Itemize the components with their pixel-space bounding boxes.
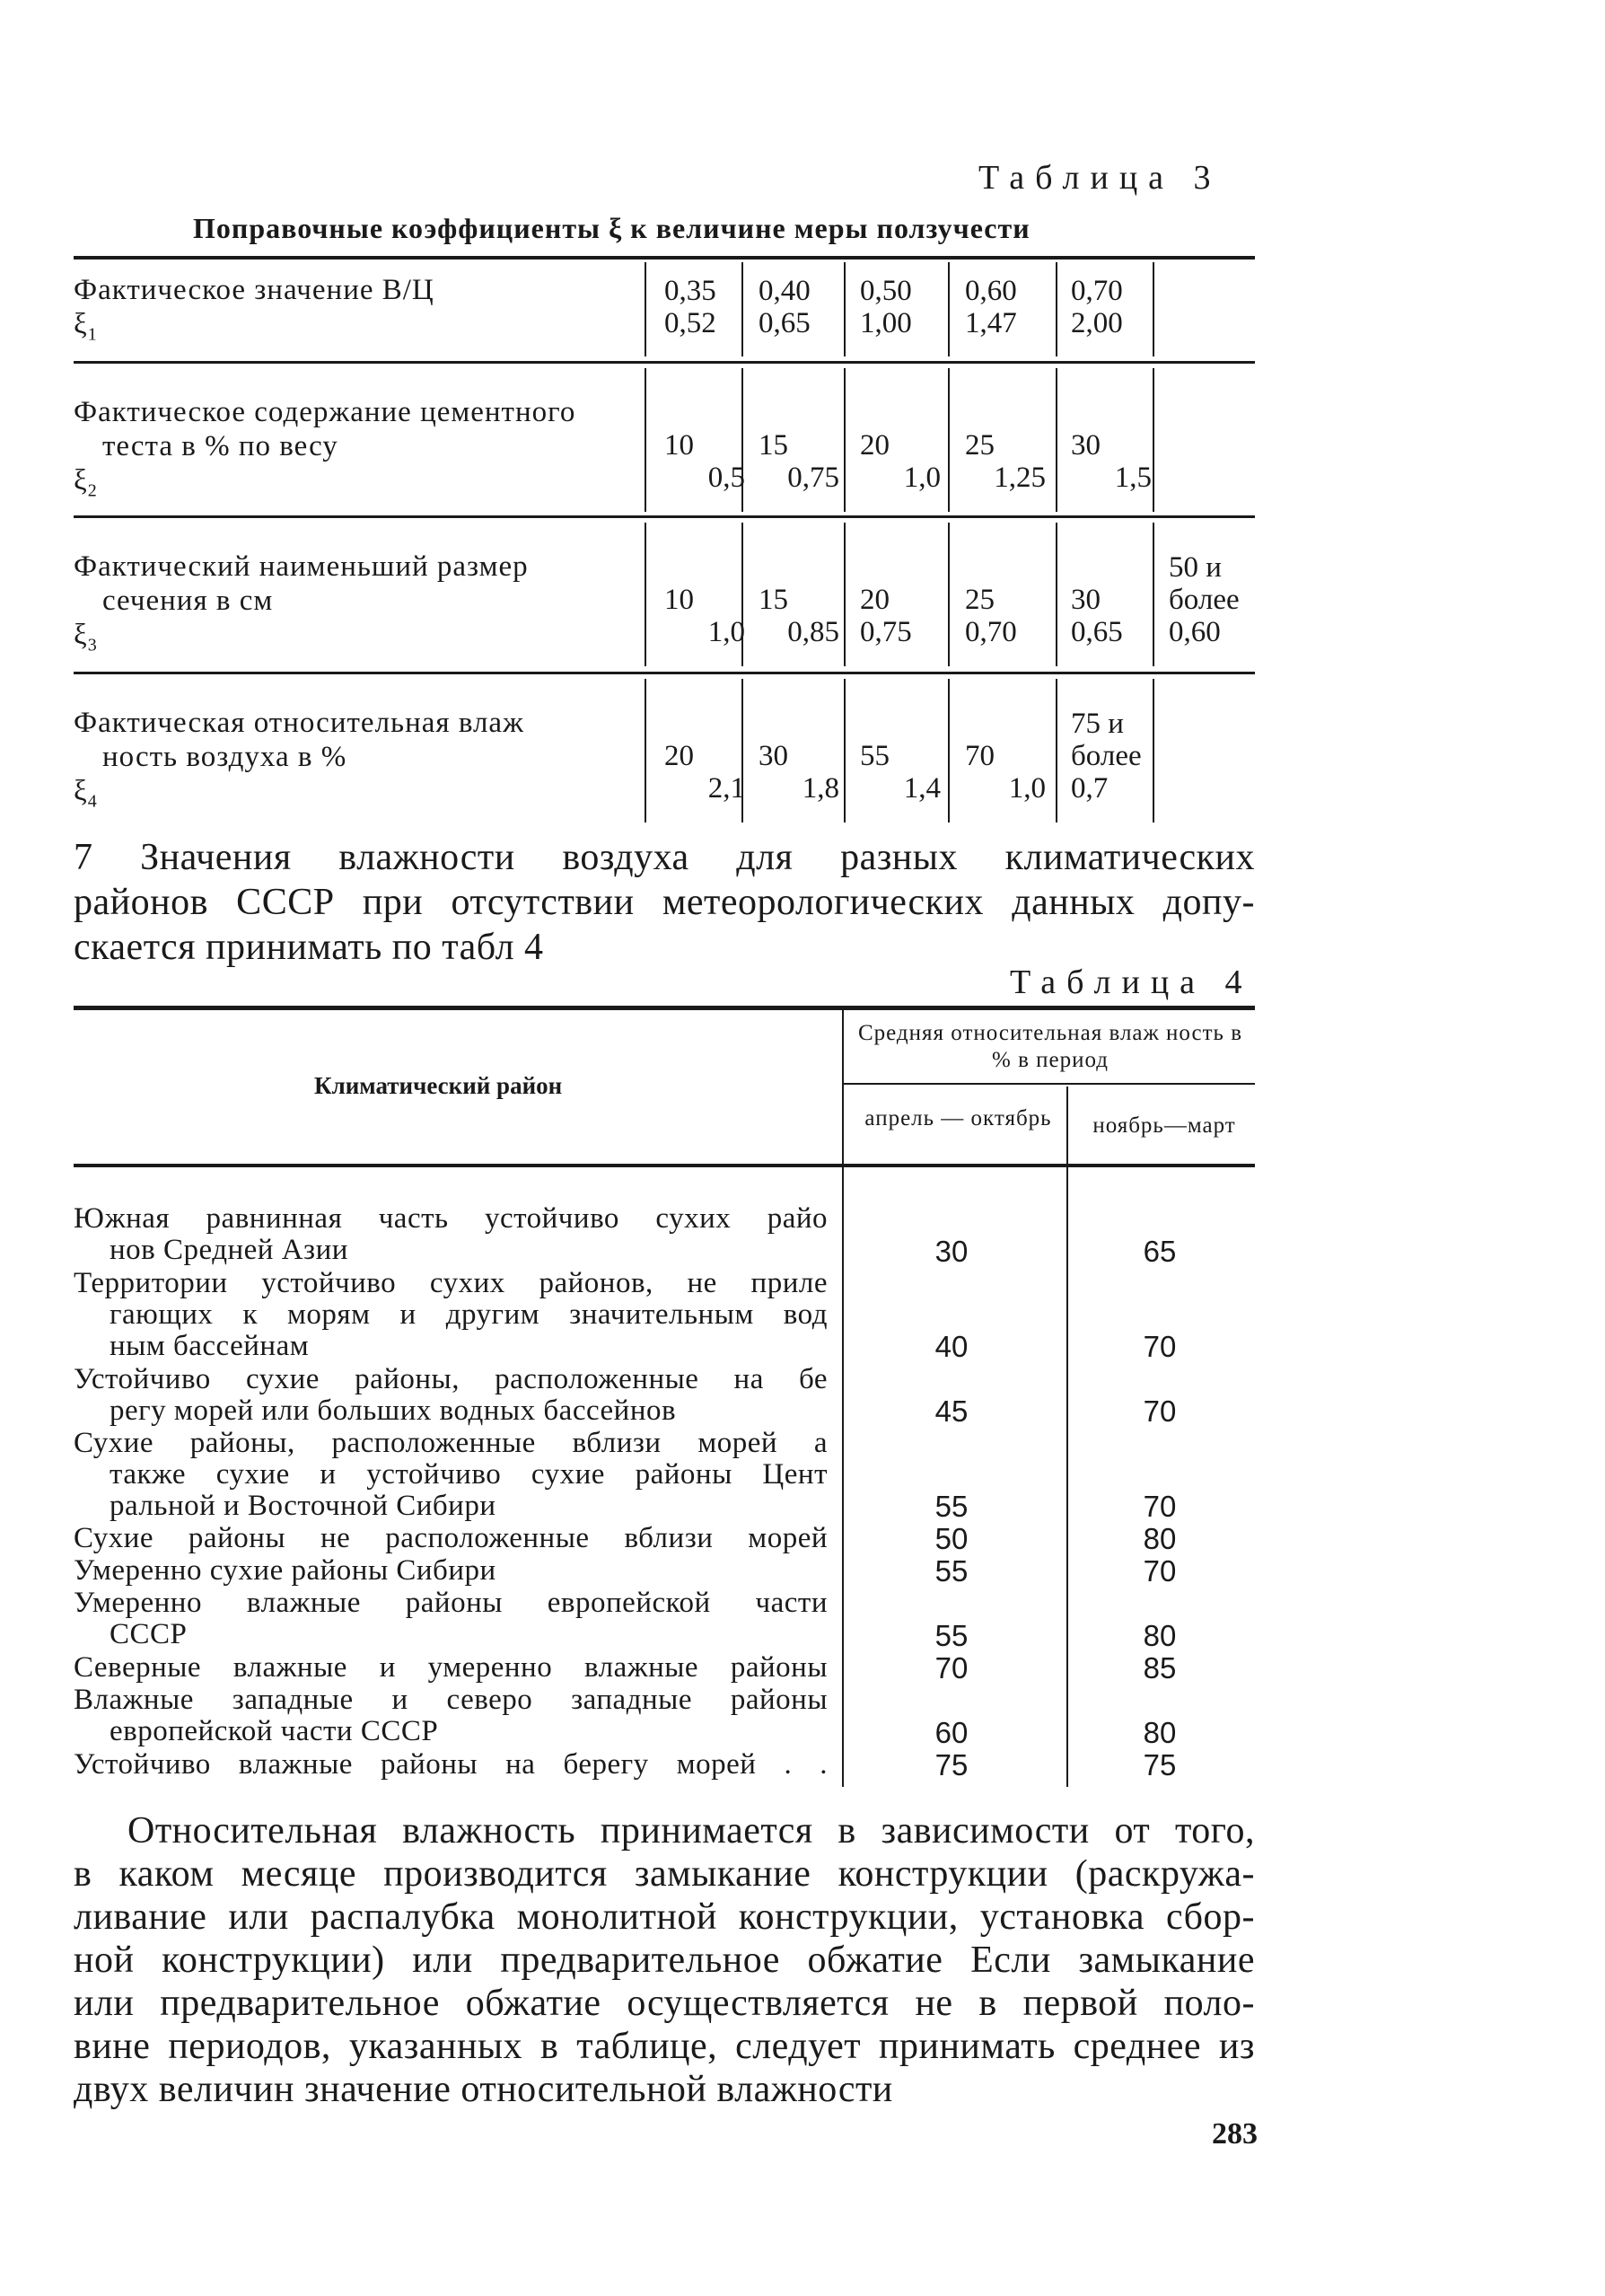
table3-divider [1056,523,1057,666]
table4-head-rule [842,1083,1255,1085]
table3-top-rule [74,256,1255,260]
table3-cell: 0,35 0,52 [664,275,716,339]
paragraph-line: в каком месяце производится замыкание конструкции (раскружа- [74,1853,1255,1895]
table3-divider [1056,679,1057,823]
table4-row-label: Северные влажные и умеренно влажные районы [74,1651,828,1684]
table3-divider [1056,368,1057,512]
table3-cell: 75 и более 0,7 [1071,708,1142,805]
table4-value-november: 70 [1143,1394,1177,1428]
table4-value-november: 75 [1143,1748,1177,1781]
paragraph-line: двух величин значение относительной влажности [74,2069,893,2110]
table4-row-label: Территории устойчиво сухих районов, не приле гающих к морям и другим значительным вод ным бассейнам [74,1267,828,1362]
paragraph-7 [74,835,1255,970]
table4-value-november: 70 [1143,1490,1177,1523]
table4-divider [842,1167,844,1787]
table3-cell: 15 0,75 [759,429,839,494]
paragraph-line: ной конструкции) или предварительное обжатие Если замыкание [74,1940,1255,1981]
table4-row-label: Южная равнинная часть устойчиво сухих райо нов Средней Азии [74,1202,828,1266]
table3-row1-label [74,273,639,352]
table4-head-group: Средняя относительная влаж ность в % в период [857,1021,1243,1072]
table4-caption: Таблица 4 [1010,963,1253,1001]
row3-label-line: Фактический наименьший размер [74,550,529,583]
table3-cell: 0,60 1,47 [965,275,1017,339]
table3-row4-label [74,706,639,819]
row3-label-line: сечения в см [102,585,274,617]
table4-value-april: 55 [934,1619,969,1652]
table3-divider [645,368,646,512]
table4-value-april: 50 [934,1522,969,1555]
table4-head-april: апрель — октябрь [864,1106,1052,1130]
table4-value-april: 60 [934,1716,969,1749]
table3-cell: 10 0,5 [664,429,745,494]
table4-value-april: 75 [934,1748,969,1781]
table4-value-april: 45 [934,1394,969,1428]
table3-cell: 25 0,70 [965,584,1017,648]
table3-cell: 15 0,85 [759,584,839,648]
row1-label-line: Фактическое значение В/Ц [74,274,434,306]
table3-title: Поправочные коэффициенты ξ к величине меры ползучести [193,212,1031,244]
table3-row-rule [74,361,1255,364]
table4-row-label: Влажные западные и северо западные районы европейской части СССР [74,1684,828,1747]
paragraph-line: скается принимать по табл 4 [74,927,544,968]
xi2-symbol: $\xi_2$ [74,464,98,501]
table4-value-november: 80 [1143,1716,1177,1749]
paragraph-line: или предварительное обжатие осуществляется не в первой поло- [74,1983,1255,2024]
xi3-symbol: $\xi_3$ [74,619,98,655]
table3-caption: Таблица 3 [978,159,1222,197]
table4-head-bottom-rule [74,1164,1255,1167]
row4-label-line: ность воздуха в % [102,741,347,773]
table3-cell: 10 1,0 [664,584,745,648]
table4-divider [842,1010,844,1165]
table4-value-april: 40 [934,1330,969,1363]
table4-divider [1066,1167,1068,1787]
page-number: 283 [1212,2117,1258,2151]
paragraph-line: 7 Значения влажности воздуха для разных климатических [74,837,1255,878]
closing-paragraph [74,1809,1255,2111]
paragraph-line: районов СССР при отсутствии метеорологических данных допу- [74,882,1255,923]
table4-value-november: 85 [1143,1651,1177,1685]
table3-row-rule [74,672,1255,674]
table4-row-label: Устойчиво влажные районы на берегу морей . . [74,1748,828,1781]
table3-cell: 0,70 2,00 [1071,275,1123,339]
table3-row2-label [74,395,639,508]
table3-divider [645,262,646,356]
table4-row-label: Умеренно сухие районы Сибири [74,1554,496,1587]
row2-label-line: теста в % по весу [102,430,338,462]
paragraph-line: Относительная влажность принимается в зависимости от того, [127,1810,1255,1852]
xi1-symbol: $\xi_1$ [74,308,98,345]
paragraph-line: ливание или распалубка монолитной конструкции, установка сбор- [74,1896,1255,1938]
table3-cell: 20 1,0 [860,429,941,494]
table4-value-november: 70 [1143,1330,1177,1363]
table3-divider [645,679,646,823]
table3-divider [1056,262,1057,356]
table3-cell: 20 0,75 [860,584,912,648]
table3-cell: 25 1,25 [965,429,1046,494]
table4-row-label: Сухие районы, расположенные вблизи морей а также сухие и устойчиво сухие районы Цент ральной и Восточной Сибири [74,1427,828,1522]
table3-row3-label [74,550,639,663]
table4-row-label: Умеренно влажные районы европейской части СССР [74,1587,828,1650]
table3-cell: 20 2,1 [664,740,745,805]
table4-value-april: 55 [934,1490,969,1523]
row2-label-line: Фактическое содержание цементного [74,396,576,428]
table3-cell: 30 1,5 [1071,429,1152,494]
table4-divider [1066,1086,1068,1165]
table4-head-november: ноябрь—март [1092,1113,1236,1138]
table4-top-rule [74,1006,1255,1010]
table3-cell: 30 1,8 [759,740,839,805]
table4-value-april: 30 [934,1235,969,1268]
xi4-symbol: $\xi_4$ [74,775,98,812]
row4-label-line: Фактическая относительная влаж [74,707,524,739]
table4-value-november: 65 [1143,1235,1177,1268]
table3-cell: 55 1,4 [860,740,941,805]
table4-value-november: 80 [1143,1619,1177,1652]
table4-value-april: 55 [934,1554,969,1588]
table3-divider [645,523,646,666]
table3-cell: 50 и более 0,60 [1169,551,1240,648]
paragraph-line: вине периодов, указанных в таблице, следует принимать среднее из [74,2026,1255,2067]
table3-cell: 30 0,65 [1071,584,1123,648]
table3-cell: 0,40 0,65 [759,275,811,339]
table3-cell: 70 1,0 [965,740,1046,805]
table4-row-label: Сухие районы не расположенные вблизи морей [74,1522,828,1554]
table3-cell: 0,50 1,00 [860,275,912,339]
table4-value-april: 70 [934,1651,969,1685]
table4-row-label: Устойчиво сухие районы, расположенные на бе регу морей или больших водных бассейнов [74,1363,828,1427]
table4-value-november: 70 [1143,1554,1177,1588]
table4-value-november: 80 [1143,1522,1177,1555]
table4-head-region: Климатический район [314,1072,563,1099]
table3-row-rule [74,515,1255,518]
